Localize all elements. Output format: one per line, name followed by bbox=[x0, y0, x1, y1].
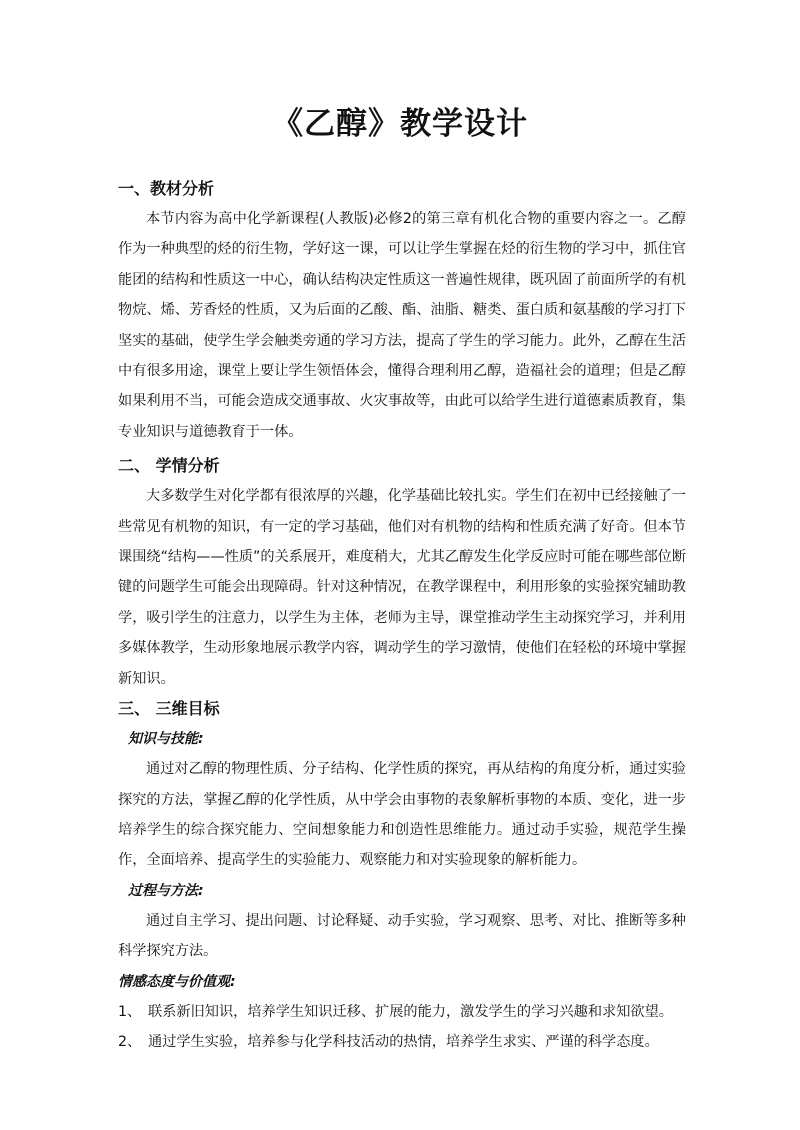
list-item bbox=[118, 997, 686, 1027]
section-heading: 三、 三维目标 bbox=[118, 699, 220, 719]
section-learner-analysis bbox=[118, 451, 686, 694]
section-heading: 一、教材分析 bbox=[118, 179, 215, 198]
paragraph: 通过自主学习、提出问题、讨论释疑、动手实验，学习观察、思考、对比、推断等多种科学探究方法。 bbox=[118, 912, 686, 960]
subsection-knowledge-skills bbox=[118, 724, 686, 876]
section-three-dimensional-goals bbox=[118, 694, 686, 1057]
subsection-label: 知识与技能: bbox=[128, 731, 204, 748]
list-text: 联系新旧知识，培养学生知识迁移、扩展的能力，激发学生的学习兴趣和求知欲望。 bbox=[148, 1003, 673, 1020]
list-item bbox=[118, 1027, 686, 1057]
document-body bbox=[118, 174, 686, 1057]
list-number: 1、 bbox=[118, 1003, 142, 1020]
paragraph: 大多数学生对化学都有很浓厚的兴趣，化学基础比较扎实。学生们在初中已经接触了一些常见有机物的知识，有一定的学习基础，他们对有机物的结构和性质充满了好奇。但本节课围绕“结构——性质”的关系展开，难度稍大，尤其乙醇发生化学反应时可能在哪些部位断键的问题学生可能会出现障碍。针对这种情况，在教学课程中，利用形象的实验探究辅助教学，吸引学生的注意力，以学生为主体，老师为主导，课堂推动学生主动探究学习，并利用多媒体教学，生动形象地展示教学内容，调动学生的学习激情，使他们在轻松的环境中掌握新知识。 bbox=[118, 488, 687, 687]
subsection-label: 过程与方法: bbox=[128, 882, 204, 899]
subsection-attitudes-values bbox=[118, 967, 686, 1058]
paragraph: 通过对乙醇的物理性质、分子结构、化学性质的探究，再从结构的角度分析，通过实验探究的方法，掌握乙醇的化学性质，从中学会由事物的表象解析事物的本质、变化，进一步培养学生的综合探究能力、空间想象能力和创造性思维能力。通过动手实验，规范学生操作，全面培养、提高学生的实验能力、观察能力和对实验现象的解析能力。 bbox=[118, 761, 686, 869]
subsection-process-methods bbox=[118, 876, 686, 967]
document-title: 《乙醇》教学设计 bbox=[272, 106, 528, 142]
subsection-label: 情感态度与价值观: bbox=[118, 973, 236, 990]
paragraph: 本节内容为高中化学新课程(人教版)必修2的第三章有机化合物的重要内容之一。乙醇作为一种典型的烃的衍生物，学好这一课，可以让学生掌握在烃的衍生物的学习中，抓住官能团的结构和性质这一中心，确认结构决定性质这一普遍性规律，既巩固了前面所学的有机物烷、烯、芳香烃的性质，又为后面的乙酸、酯、油脂、糖类、蛋白质和氨基酸的学习打下坚实的基础，使学生学会触类旁通的学习方法，提高了学生的学习能力。此外，乙醇在生活中有很多用途，课堂上要让学生领悟体会，懂得合理利用乙醇，造福社会的道理；但是乙醇如果利用不当，可能会造成交通事故、火灾事故等，由此可以给学生进行道德素质教育，集专业知识与道德教育于一体。 bbox=[118, 211, 686, 440]
section-textbook-analysis bbox=[118, 174, 686, 447]
section-heading: 二、 学情分析 bbox=[118, 456, 220, 476]
list-number: 2、 bbox=[118, 1033, 142, 1050]
list-text: 通过学生实验，培养参与化学科技活动的热情，培养学生求实、严谨的科学态度。 bbox=[148, 1033, 659, 1050]
